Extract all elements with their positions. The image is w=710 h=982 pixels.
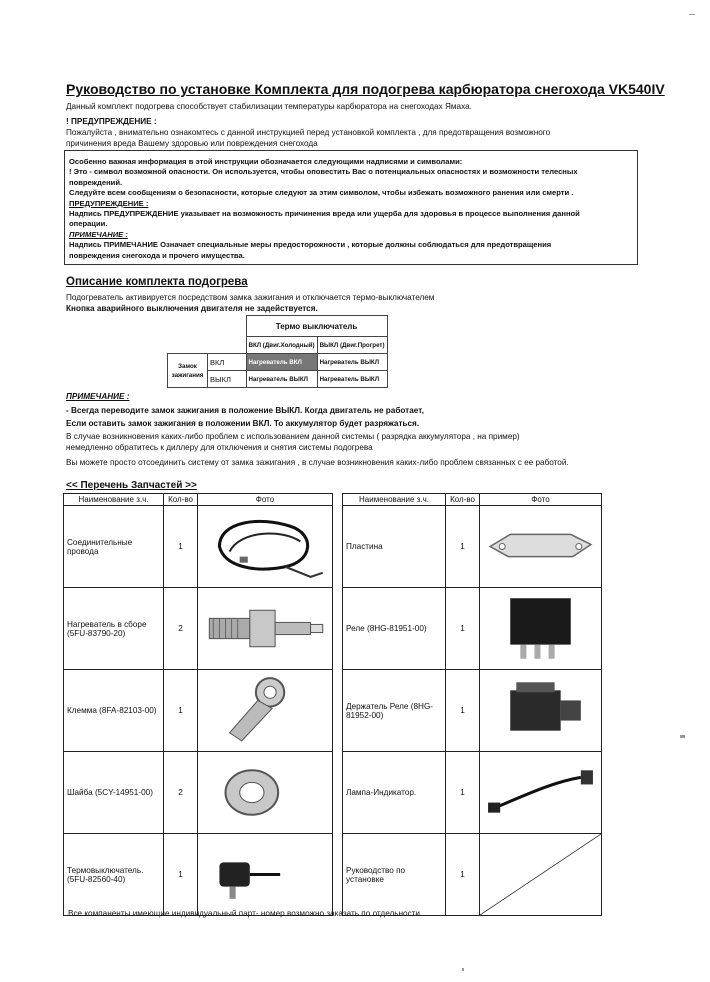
col-name-header: Наименование з.ч. <box>343 494 446 506</box>
thermo-switch-photo <box>198 834 333 916</box>
table-row <box>343 506 602 588</box>
table-row <box>64 588 333 670</box>
part-qty: 2 <box>164 588 198 670</box>
table-row <box>343 834 602 916</box>
part-qty: 1 <box>164 834 198 916</box>
col-photo-header: Фото <box>198 494 333 506</box>
relay-holder-photo <box>480 670 602 752</box>
part-name: Держатель Реле (8HG-81952-00) <box>343 670 446 752</box>
kit-bold: Кнопка аварийного выключения двигателя не задействуется. <box>66 304 318 313</box>
part-name: Клемма (8FA-82103-00) <box>64 670 164 752</box>
cell-heater-on: Нагреватель ВКЛ <box>246 354 317 371</box>
table-row <box>64 506 333 588</box>
part-name: Соединительные провода <box>64 506 164 588</box>
box-note-label: ПРИМЕЧАНИЕ : <box>69 229 128 239</box>
box-warning-label: ПРЕДУПРЕЖДЕНИЕ : <box>69 198 149 208</box>
box-line-5: Надпись ПРЕДУПРЕЖДЕНИЕ указывает на возможность причинения вреда или ущерба для здоровья в процессе выполнения данной <box>69 209 580 219</box>
part-name: Термовыключатель. (5FU-82560-40) <box>64 834 164 916</box>
note-heading: ПРИМЕЧАНИЕ : <box>66 392 130 401</box>
table-row <box>64 834 333 916</box>
note-bold-1: - Всегда переводите замок зажигания в положение ВЫКЛ. Когда двигатель не работает, <box>66 406 424 415</box>
part-name: Руководство по установке <box>343 834 446 916</box>
part-qty: 1 <box>446 834 480 916</box>
warning-heading: ! ПРЕДУПРЕЖДЕНИЕ : <box>66 117 157 126</box>
note-text-2: немедленно обратитесь к диллеру для отключения и снятия системы подогрева <box>66 443 373 452</box>
box-line-6: операции. <box>69 219 108 229</box>
table-row <box>343 670 602 752</box>
col-name-header: Наименование з.ч. <box>64 494 164 506</box>
note-bold-2: Если оставить замок зажигания в положении ВКЛ. То аккумулятор будет разряжаться. <box>66 419 420 428</box>
box-line-3: повреждений. <box>69 177 123 187</box>
relay-photo <box>480 588 602 670</box>
row-on-label: ВКЛ <box>208 354 247 371</box>
safety-info-box <box>64 150 638 265</box>
part-qty: 2 <box>164 752 198 834</box>
lamp-photo <box>480 752 602 834</box>
part-qty: 1 <box>446 588 480 670</box>
box-line-7: Надпись ПРИМЕЧАНИЕ Означает специальные меры предосторожности , которые должны соблюдаться для предотвращения <box>69 240 552 250</box>
cell-heater-off-2: Нагреватель ВЫКЛ <box>246 371 317 388</box>
warning-text-2: причинения вреда Вашему здоровью или повреждения снегохода <box>66 139 318 148</box>
part-qty: 1 <box>446 506 480 588</box>
note-text-1: В случае возникновения каких-либо проблем с использованием данной системы ( разрядка аккумулятора , на пример) <box>66 432 520 441</box>
washer-photo <box>198 752 333 834</box>
parts-heading: << Перечень Запчастей >> <box>66 480 197 491</box>
box-line-8: повреждения снегохода и прочего имущества. <box>69 250 245 260</box>
note-text-3: Вы можете просто отсоединить систему от замка зажигания , в случае возникновения каких-либо проблем связанных с ее работой. <box>66 458 569 467</box>
cell-heater-off-1: Нагреватель ВЫКЛ <box>317 354 387 371</box>
kit-text: Подогреватель активируется посредством замка зажигания и отключается термо-выключателем <box>66 293 435 302</box>
wires-photo <box>198 506 333 588</box>
col-off-header: ВЫКЛ (Двиг.Прогрет) <box>317 337 387 354</box>
table-row <box>64 670 333 752</box>
page-title: Руководство по установке Комплекта для подогрева карбюратора снегохода VK540IV <box>66 81 665 97</box>
switch-state-table <box>167 315 388 388</box>
kit-heading: Описание комплекта подогрева <box>66 276 248 288</box>
terminal-photo <box>198 670 333 752</box>
part-name: Нагреватель в сборе (5FU-83790-20) <box>64 588 164 670</box>
plate-photo <box>480 506 602 588</box>
parts-table-right <box>342 493 602 916</box>
row-label-2: зажигания <box>171 371 204 379</box>
row-off-label: ВЫКЛ <box>208 371 247 388</box>
footnote: Все компаненты имеющие индивидуальный парт- номер возможно заказать по отдельности <box>68 909 421 918</box>
parts-table-left <box>63 493 333 916</box>
warning-text-1: Пожалуйста , внимательно ознакомтесь с данной инструкцией перед установкой комплекта , для предотвращения возможного <box>66 128 551 137</box>
part-qty: 1 <box>164 506 198 588</box>
box-line-4: Следуйте всем сообщениям о безопасности, которые следуют за этим символом, чтобы избежать возможного ранения или смерти . <box>69 188 574 198</box>
table-row <box>343 588 602 670</box>
part-qty: 1 <box>446 670 480 752</box>
scan-speck <box>680 735 685 738</box>
empty-diagonal <box>480 834 602 916</box>
box-line-2: ! Это - символ возможной опасности. Он используется, чтобы оповестить Вас о потенциальных опасностях и возможности телесных <box>69 167 578 177</box>
thermo-switch-header: Термо выключатель <box>246 316 387 337</box>
part-name: Пластина <box>343 506 446 588</box>
intro-text: Данный комплект подогрева способствует стабилизации температуры карбюратора на снегоходах Ямаха. <box>66 102 472 111</box>
part-name: Реле (8HG-81951-00) <box>343 588 446 670</box>
col-photo-header: Фото <box>480 494 602 506</box>
part-qty: 1 <box>164 670 198 752</box>
scan-speck <box>689 14 695 15</box>
scan-speck <box>462 968 464 971</box>
box-line-1: Особенно важная информация в этой инструкции обозначается следующими надписями и символами: <box>69 157 463 166</box>
table-row <box>343 752 602 834</box>
col-on-header: ВКЛ (Двиг.Холодный) <box>246 337 317 354</box>
part-name: Лампа-Индикатор. <box>343 752 446 834</box>
heater-photo <box>198 588 333 670</box>
col-qty-header: Кол-во <box>446 494 480 506</box>
part-name: Шайба (5CY-14951-00) <box>64 752 164 834</box>
cell-heater-off-3: Нагреватель ВЫКЛ <box>317 371 387 388</box>
part-qty: 1 <box>446 752 480 834</box>
col-qty-header: Кол-во <box>164 494 198 506</box>
row-label-1: Замок <box>178 362 197 370</box>
table-row <box>64 752 333 834</box>
